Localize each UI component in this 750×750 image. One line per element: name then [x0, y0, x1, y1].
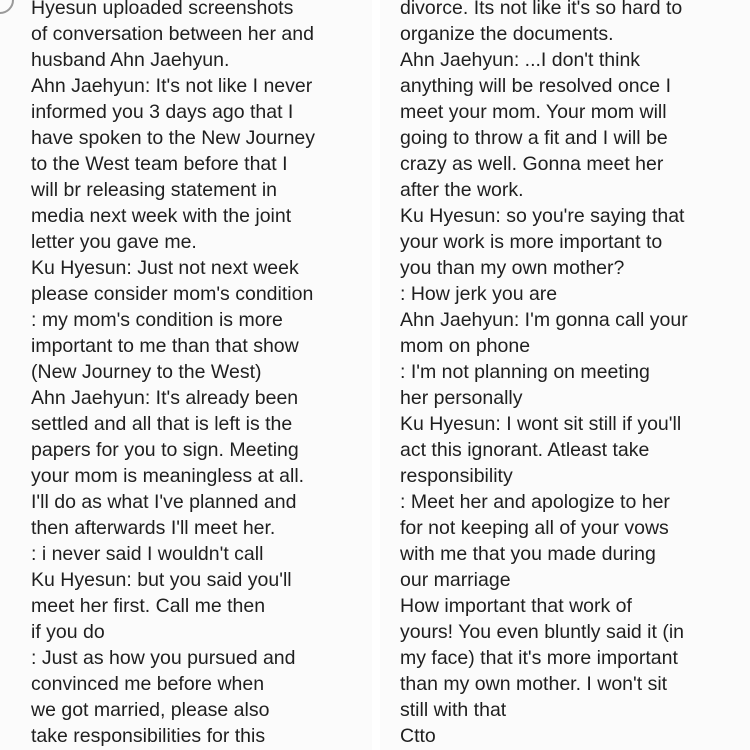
text-line: her personally	[400, 387, 523, 409]
text-line: of conversation between her and	[31, 23, 314, 45]
text-line: Ku Hyesun: but you said you'll	[31, 569, 292, 591]
text-line: : i never said I wouldn't call	[31, 543, 264, 565]
text-line: if you do	[31, 621, 105, 643]
corner-circle-icon	[0, 0, 14, 14]
text-line: : Meet her and apologize to her	[400, 491, 670, 513]
text-line: your work is more important to	[400, 231, 663, 253]
text-line: with me that you made during	[400, 543, 656, 565]
text-line: please consider mom's condition	[31, 283, 314, 305]
text-line: divorce. Its not like it's so hard to	[400, 0, 683, 19]
text-line: convinced me before when	[31, 673, 265, 695]
text-line: husband Ahn Jaehyun.	[31, 49, 230, 71]
text-line: have spoken to the New Journey	[31, 127, 316, 149]
text-line: crazy as well. Gonna meet her	[400, 153, 664, 175]
text-line: (New Journey to the West)	[31, 361, 262, 383]
text-line: informed you 3 days ago that I	[31, 101, 294, 123]
text-line: letter you gave me.	[31, 231, 197, 253]
text-line: then afterwards I'll meet her.	[31, 517, 276, 539]
text-line: you than my own mother?	[400, 257, 625, 279]
text-line: Ku Hyesun: I wont sit still if you'll	[400, 413, 682, 435]
text-line: act this ignorant. Atleast take	[400, 439, 650, 461]
text-line: for not keeping all of your vows	[400, 517, 669, 539]
text-line: How important that work of	[400, 595, 632, 617]
text-line: Ahn Jaehyun: It's not like I never	[31, 75, 313, 97]
text-line: organize the documents.	[400, 23, 614, 45]
text-line: meet your mom. Your mom will	[400, 101, 667, 123]
text-line: will br releasing statement in	[31, 179, 278, 201]
text-line: I'll do as what I've planned and	[31, 491, 297, 513]
text-line: after the work.	[400, 179, 524, 201]
text-line: your mom is meaningless at all.	[31, 465, 305, 487]
text-line: important to me than that show	[31, 335, 299, 357]
text-line: : Just as how you pursued and	[31, 647, 296, 669]
text-line: than my own mother. I won't sit	[400, 673, 668, 695]
text-line: papers for you to sign. Meeting	[31, 439, 299, 461]
text-line: responsibility	[400, 465, 513, 487]
left-text-lines	[31, 0, 315, 749]
text-line: Ahn Jaehyun: I'm gonna call your	[400, 309, 688, 331]
text-line: Ahn Jaehyun: ...I don't think	[400, 49, 641, 71]
text-line: : my mom's condition is more	[31, 309, 283, 331]
text-line: Hyesun uploaded screenshots	[31, 0, 294, 19]
text-line: Ku Hyesun: Just not next week	[31, 257, 299, 279]
text-line: our marriage	[400, 569, 511, 591]
text-line: yours! You even bluntly said it (in	[400, 621, 685, 643]
text-line: Ahn Jaehyun: It's already been	[31, 387, 299, 409]
text-line: still with that	[400, 699, 507, 721]
text-line: settled and all that is left is the	[31, 413, 293, 435]
text-line: going to throw a fit and I will be	[400, 127, 668, 149]
text-line: take responsibilities for this	[31, 725, 266, 747]
text-line: my face) that it's more important	[400, 647, 678, 669]
text-line: Ctto	[400, 725, 436, 747]
text-line: meet her first. Call me then	[31, 595, 266, 617]
text-line: media next week with the joint	[31, 205, 292, 227]
text-line: : How jerk you are	[400, 283, 558, 305]
text-line: mom on phone	[400, 335, 531, 357]
text-line: anything will be resolved once I	[400, 75, 671, 97]
text-line: we got married, please also	[31, 699, 270, 721]
text-line: Ku Hyesun: so you're saying that	[400, 205, 685, 227]
column-divider	[372, 0, 380, 750]
right-text-lines	[400, 0, 688, 749]
text-line: : I'm not planning on meeting	[400, 361, 650, 383]
text-line: to the West team before that I	[31, 153, 288, 175]
